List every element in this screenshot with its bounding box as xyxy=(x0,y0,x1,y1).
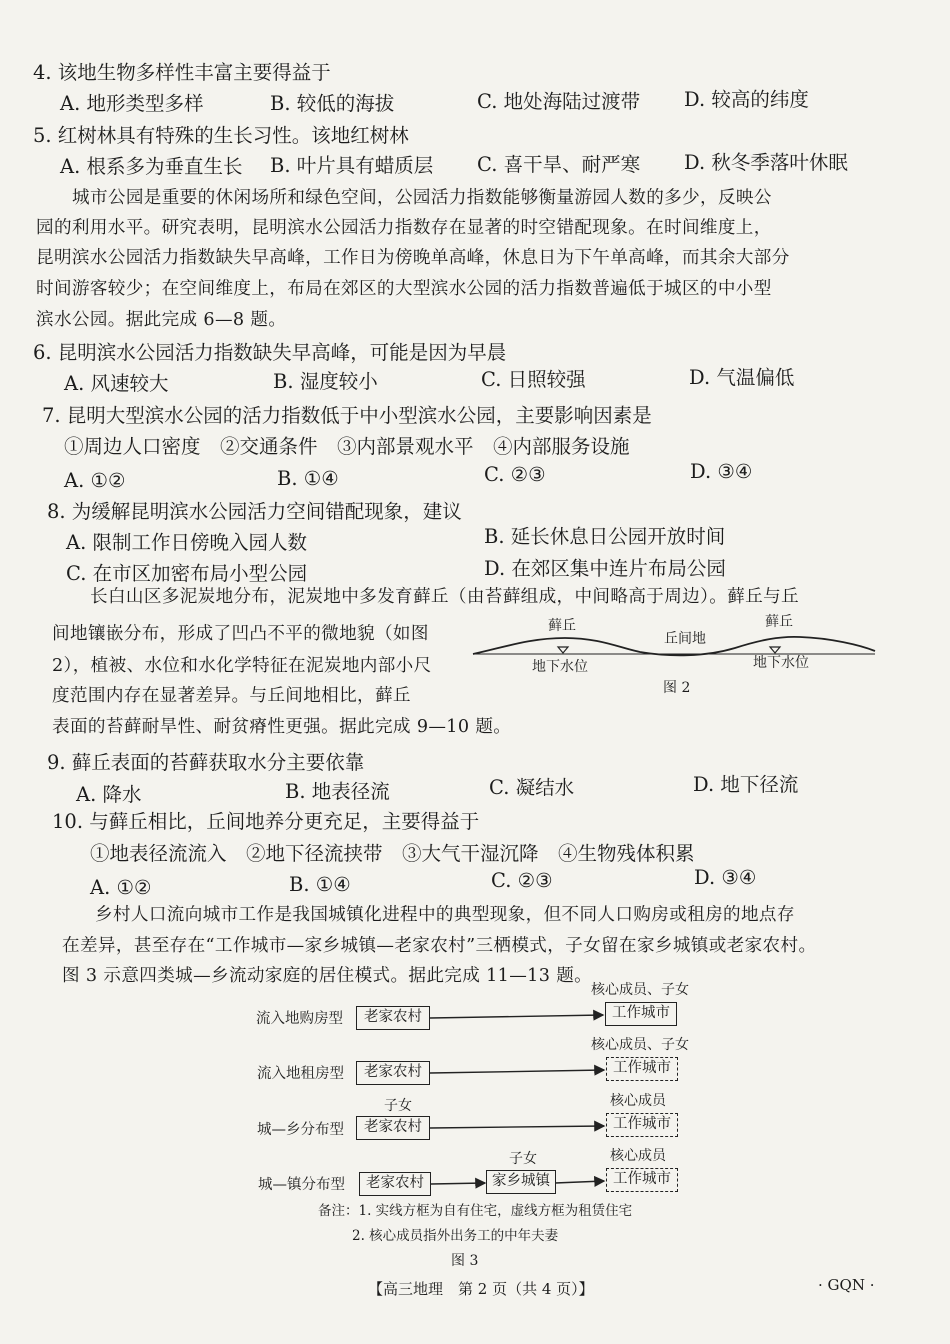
q4-option-c: C. 地处海陆过渡带 xyxy=(477,90,641,113)
fig2-hummock-label: 藓丘 xyxy=(548,618,576,634)
q5-option-d: D. 秋冬季落叶休眠 xyxy=(684,151,848,174)
q8-option-d: D. 在郊区集中连片布局公园 xyxy=(484,557,726,580)
flow-arrow xyxy=(430,1070,604,1073)
passage1-line: 昆明滨水公园活力指数缺失早高峰，工作日为傍晚单高峰，休息日为下午单高峰，而其余大部分 xyxy=(36,248,790,268)
q6-stem: 6. 昆明滨水公园活力指数缺失早高峰，可能是因为早晨 xyxy=(33,341,507,364)
q5-stem: 5. 红树林具有特殊的生长习性。该地红树林 xyxy=(33,124,409,147)
footer-page-info: 【高三地理 第 2 页（共 4 页）】 xyxy=(368,1280,594,1298)
q4-option-b: B. 较低的海拔 xyxy=(270,92,395,115)
flow-arrow xyxy=(555,1181,604,1183)
q8-stem: 8. 为缓解昆明滨水公园活力空间错配现象，建议 xyxy=(47,500,462,523)
q6-option-d: D. 气温偏低 xyxy=(689,366,795,389)
fig3-note: 备注：1. 实线方框为自有住宅，虚线方框为租赁住宅 xyxy=(318,1203,633,1219)
q6-option-a: A. 风速较大 xyxy=(64,372,169,395)
fig3-top-label: 核心成员 xyxy=(610,1148,666,1164)
fig2-caption: 图 2 xyxy=(663,680,691,696)
q4-option-d: D. 较高的纬度 xyxy=(684,88,809,111)
q8-option-b: B. 延长休息日公园开放时间 xyxy=(484,525,726,548)
q9-option-a: A. 降水 xyxy=(76,783,142,806)
q7-option-a: A. ①② xyxy=(64,469,126,492)
q5-option-a: A. 根系多为垂直生长 xyxy=(60,155,243,178)
passage2-line: 长白山区多泥炭地分布，泥炭地中多发育藓丘（由苔藓组成，中间略高于周边）。藓丘与丘 xyxy=(90,587,799,607)
q5-option-c: C. 喜干旱、耐严寒 xyxy=(477,153,641,176)
passage1-line: 滨水公园。据此完成 6—8 题。 xyxy=(36,310,287,330)
passage2-line: 2），植被、水位和水化学特征在泥炭地内部小尺 xyxy=(52,656,432,676)
passage2-line: 间地镶嵌分布，形成了凹凸不平的微地貌（如图 xyxy=(52,624,429,644)
fig2-water-table-label: 地下水位 xyxy=(753,655,809,671)
q8-option-a: A. 限制工作日傍晚入园人数 xyxy=(66,531,307,554)
q7-stem: 7. 昆明大型滨水公园的活力指数低于中小型滨水公园，主要影响因素是 xyxy=(42,404,652,427)
fig3-row-type: 流入地购房型 xyxy=(256,1011,343,1027)
fig3-caption: 图 3 xyxy=(451,1253,479,1269)
q5-option-b: B. 叶片具有蜡质层 xyxy=(270,154,434,177)
q6-option-c: C. 日照较强 xyxy=(481,368,586,391)
fig3-village-box-owned: 老家农村 xyxy=(356,1116,430,1140)
q8-option-c: C. 在市区加密布局小型公园 xyxy=(66,562,308,585)
q10-option-d: D. ③④ xyxy=(694,866,757,889)
fig2-hollow-label: 丘间地 xyxy=(664,631,706,647)
q9-stem: 9. 藓丘表面的苔藓获取水分主要依靠 xyxy=(47,751,365,774)
q7-option-d: D. ③④ xyxy=(690,460,753,483)
fig2-hummock-label: 藓丘 xyxy=(765,614,793,630)
q10-items: ①地表径流流入 ②地下径流挟带 ③大气干湿沉降 ④生物残体积累 xyxy=(90,842,695,865)
q7-option-b: B. ①④ xyxy=(277,467,339,490)
q6-option-b: B. 湿度较小 xyxy=(273,370,378,393)
passage3-line: 图 3 示意四类城—乡流动家庭的居住模式。据此完成 11—13 题。 xyxy=(62,966,593,986)
q7-option-c: C. ②③ xyxy=(484,463,546,486)
q10-stem: 10. 与藓丘相比，丘间地养分更充足，主要得益于 xyxy=(52,810,480,833)
passage1-line: 时间游客较少；在空间维度上，布局在郊区的大型滨水公园的活力指数普遍低于城区的中小型 xyxy=(36,279,772,299)
fig3-city-box-rented: 工作城市 xyxy=(606,1057,678,1081)
fig3-top-label: 核心成员、子女 xyxy=(591,1037,689,1053)
q10-option-b: B. ①④ xyxy=(289,873,351,896)
flow-arrow xyxy=(430,1015,603,1018)
fig3-top-label: 核心成员、子女 xyxy=(591,982,689,998)
fig3-village-label: 子女 xyxy=(384,1098,412,1114)
passage1-line: 园的利用水平。研究表明，昆明滨水公园活力指数存在显著的时空错配现象。在时间维度上， xyxy=(36,218,772,238)
q9-option-c: C. 凝结水 xyxy=(489,776,575,799)
passage3-line: 在差异，甚至存在“工作城市—家乡城镇—老家农村”三栖模式，子女留在家乡城镇或老家农村。 xyxy=(62,936,817,956)
fig3-row-type: 城—镇分布型 xyxy=(258,1177,345,1193)
passage2-line: 表面的苔藓耐旱性、耐贫瘠性更强。据此完成 9—10 题。 xyxy=(52,717,512,737)
fig3-city-box-rented: 工作城市 xyxy=(606,1113,678,1137)
fig3-city-box-owned: 工作城市 xyxy=(605,1002,677,1026)
q4-option-a: A. 地形类型多样 xyxy=(60,92,204,115)
q4-stem: 4. 该地生物多样性丰富主要得益于 xyxy=(33,61,331,84)
fig3-top-label: 核心成员 xyxy=(610,1093,666,1109)
q10-option-c: C. ②③ xyxy=(491,869,553,892)
fig3-town-box-owned: 家乡城镇 xyxy=(486,1170,556,1194)
fig3-city-box-rented: 工作城市 xyxy=(606,1168,678,1192)
q9-option-d: D. 地下径流 xyxy=(693,773,799,796)
fig3-village-box-owned: 老家农村 xyxy=(356,1006,430,1030)
fig3-row-type: 流入地租房型 xyxy=(257,1066,344,1082)
fig3-village-box-owned: 老家农村 xyxy=(356,1061,430,1085)
fig3-note: 2. 核心成员指外出务工的中年夫妻 xyxy=(352,1228,559,1244)
q10-option-a: A. ①② xyxy=(90,876,152,899)
passage1-line: 城市公园是重要的休闲场所和绿色空间，公园活力指数能够衡量游园人数的多少，反映公 xyxy=(72,188,772,208)
fig3-village-box-owned: 老家农村 xyxy=(359,1172,431,1196)
flow-arrow xyxy=(431,1183,485,1184)
passage3-line: 乡村人口流向城市工作是我国城镇化进程中的典型现象，但不同人口购房或租房的地点存 xyxy=(95,905,795,925)
fig3-town-label: 子女 xyxy=(509,1151,537,1167)
fig3-row-type: 城—乡分布型 xyxy=(257,1122,344,1138)
fig2-water-table-label: 地下水位 xyxy=(532,659,588,675)
footer-code: · GQN · xyxy=(818,1276,875,1294)
q7-items: ①周边人口密度 ②交通条件 ③内部景观水平 ④内部服务设施 xyxy=(64,435,630,458)
passage2-line: 度范围内存在显著差异。与丘间地相比，藓丘 xyxy=(52,686,411,706)
flow-arrow xyxy=(430,1126,604,1128)
q9-option-b: B. 地表径流 xyxy=(285,780,390,803)
